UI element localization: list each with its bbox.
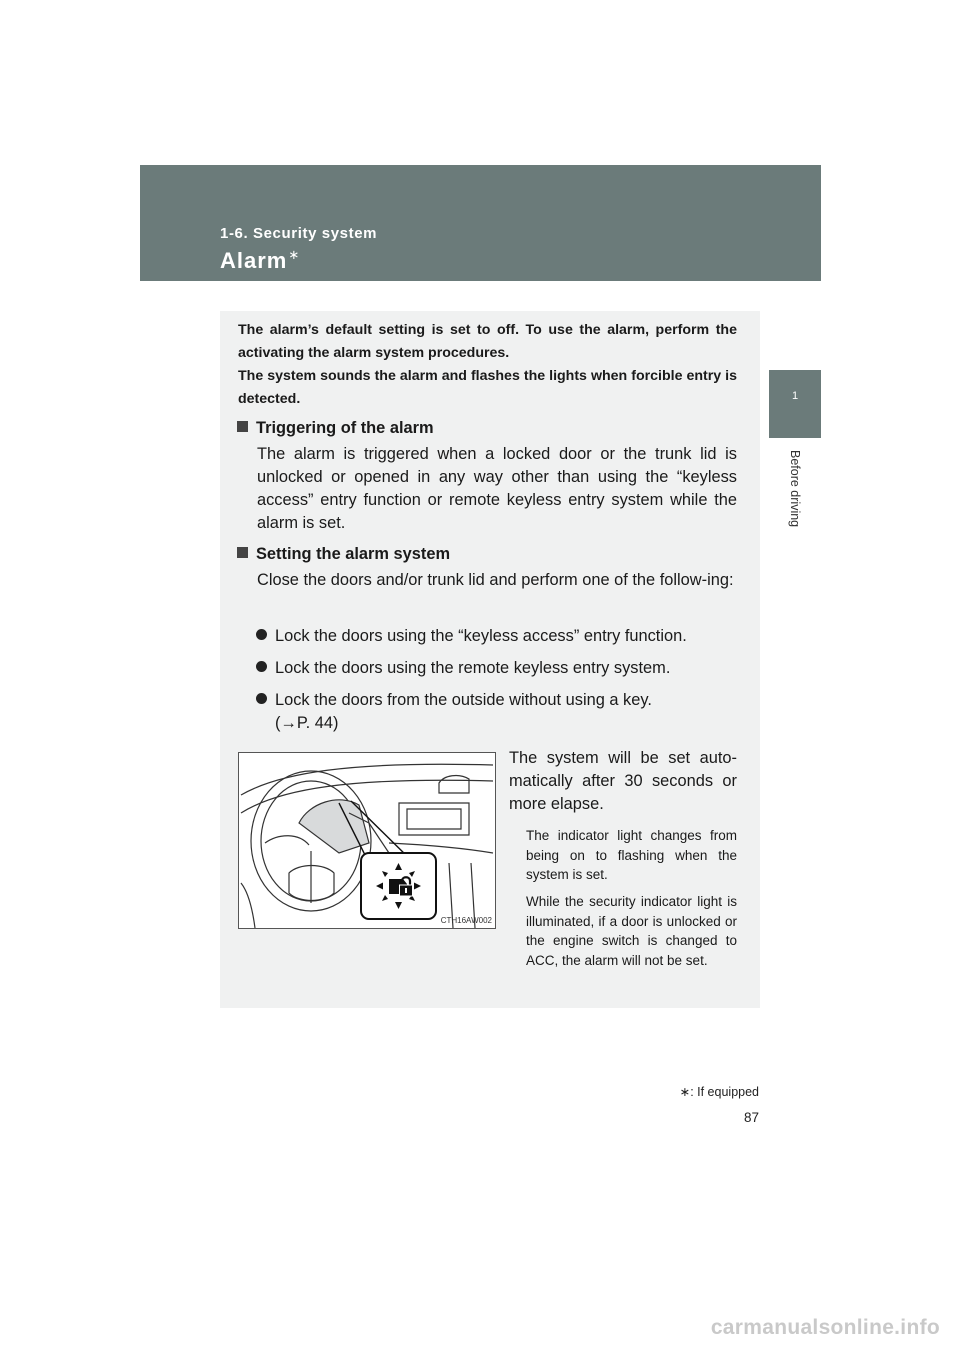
list-item-text: Lock the doors using the “keyless access” entry function. (275, 627, 687, 645)
header-band (140, 165, 821, 281)
list-item (256, 657, 736, 680)
section-label: 1-6. Security system (220, 225, 378, 242)
section-body-setting: Close the doors and/or trunk lid and perform one of the follow-ing: (257, 571, 734, 589)
figure-caption-main: The system will be set auto-matically after 30 seconds or more elapse. (509, 749, 737, 813)
figure-note: The indicator light changes from being on to flashing when the system is set. (526, 828, 737, 882)
section-body-triggering: The alarm is triggered when a locked door or the trunk lid is unlocked or opened in any way other than using the “keyless access” entry function or remote keyless entry system while the alarm is set. (257, 445, 737, 532)
square-bullet-icon (237, 421, 248, 432)
section-heading-triggering (237, 419, 434, 438)
list-item-text: Lock the doors using the remote keyless entry system. (275, 659, 671, 677)
equipped-mark: ∗ (288, 247, 301, 262)
figure-code: CTH16AW002 (440, 916, 492, 925)
intro-paragraph: The alarm’s default setting is set to off. To use the alarm, perform the activating the alarm system procedures. (238, 322, 737, 361)
round-bullet-icon (256, 629, 267, 640)
list-item-text: Lock the doors from the outside without using a key. (275, 691, 652, 709)
section-heading-text: Setting the alarm system (256, 545, 451, 563)
watermark: carmanualsonline.info (710, 1316, 940, 1339)
page-reference: (→P. 44) (275, 714, 339, 732)
section-heading-setting (237, 545, 450, 564)
intro-text (238, 319, 737, 411)
content-box (220, 311, 760, 1008)
square-bullet-icon (237, 547, 248, 558)
section-heading-text: Triggering of the alarm (256, 419, 434, 437)
footnote-if-equipped: ∗: If equipped (679, 1085, 759, 1099)
round-bullet-icon (256, 693, 267, 704)
figure-note: While the security indicator light is illuminated, if a door is unlocked or the engine switch is changed to ACC, the alarm will not be set. (526, 894, 737, 968)
intro-paragraph: The system sounds the alarm and flashes the lights when forcible entry is detected. (238, 368, 737, 407)
dashboard-illustration (238, 752, 496, 929)
list-item (256, 625, 736, 648)
page-title (220, 247, 300, 274)
security-indicator-lock-icon (361, 853, 436, 919)
page-title-text: Alarm (220, 248, 288, 273)
chapter-label: Before driving (788, 450, 802, 528)
chapter-tab (769, 370, 821, 438)
list-item (256, 689, 736, 735)
chapter-number: 1 (791, 390, 799, 402)
page-number: 87 (743, 1110, 759, 1125)
round-bullet-icon (256, 661, 267, 672)
